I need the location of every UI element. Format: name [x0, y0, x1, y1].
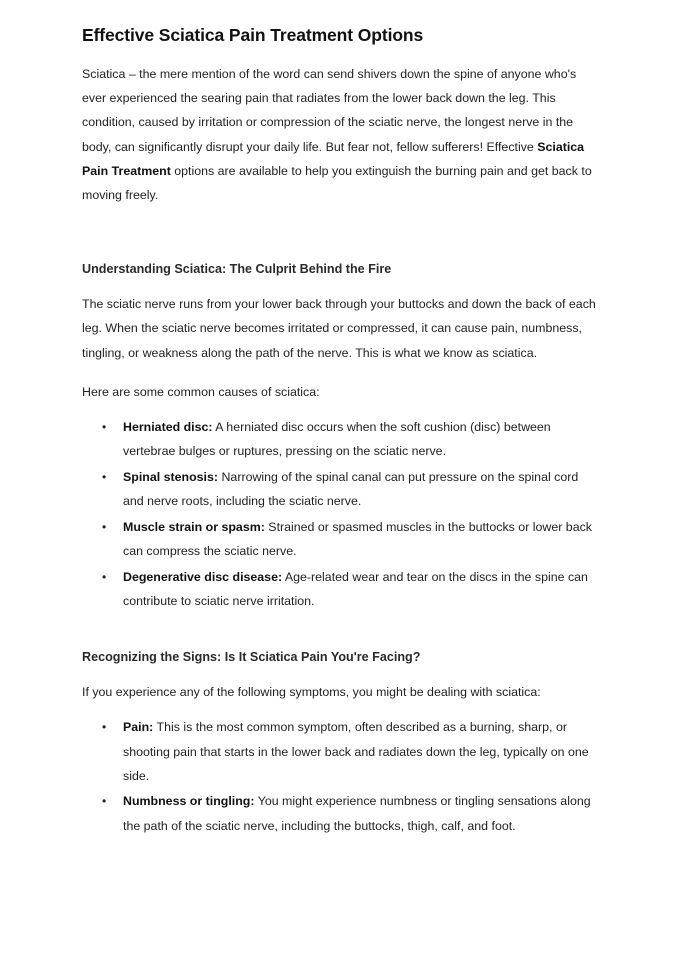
section-heading-understanding: Understanding Sciatica: The Culprit Behind the Fire — [82, 262, 392, 277]
document-page — [82, 22, 602, 839]
section-heading-signs: Recognizing the Signs: Is It Sciatica Pain You're Facing? — [82, 650, 421, 665]
list-item-desc: Narrowing of the spinal canal can put pressure on the spinal cord and nerve roots, including the sciatic nerve. — [123, 469, 579, 509]
list-item-term: Muscle strain or spasm: — [123, 519, 265, 534]
list-item — [82, 465, 602, 513]
symptoms-intro: If you experience any of the following symptoms, you might be dealing with sciatica: — [82, 685, 541, 700]
list-item-term: Herniated disc: — [123, 420, 213, 435]
list-item-desc: Age-related wear and tear on the discs in the spine can contribute to sciatic nerve irritation. — [123, 569, 588, 608]
list-item-term: Degenerative disc disease: — [123, 569, 283, 584]
causes-list — [82, 415, 602, 613]
intro-paragraph — [82, 62, 602, 207]
page-title: Effective Sciatica Pain Treatment Options — [82, 25, 424, 45]
list-item-term: Numbness or tingling: — [123, 794, 255, 809]
bullet-icon: • — [102, 420, 107, 435]
list-item-desc: A herniated disc occurs when the soft cushion (disc) between vertebrae bulges or ruptures, pressing on the sciatic nerve. — [123, 420, 551, 459]
list-item-term: Spinal stenosis: — [123, 469, 219, 484]
symptoms-list — [82, 715, 602, 838]
bullet-icon: • — [102, 469, 107, 484]
intro-text-before: Sciatica – the mere mention of the word can send shivers down the spine of anyone who's ever experienced the searing pain that radiates from the lower back down the leg. This condition, caused by irritation or compression of the sciatic nerve, the longest nerve in the body, can significantly disrupt your daily life. But fear not, fellow sufferers! Effective — [82, 67, 577, 154]
causes-intro: Here are some common causes of sciatica: — [82, 384, 320, 399]
list-item-desc: You might experience numbness or tingling sensations along the path of the sciatic nerve, including the buttocks, thigh, calf, and foot. — [123, 794, 591, 833]
list-item — [82, 715, 602, 788]
list-item — [82, 789, 602, 837]
list-item-desc: This is the most common symptom, often described as a burning, sharp, or shooting pain that starts in the lower back and radiates down the leg, typically on one side. — [123, 720, 589, 783]
intro-bold-phrase: Sciatica Pain Treatment — [82, 139, 585, 178]
list-item — [82, 415, 602, 463]
bullet-icon: • — [102, 794, 107, 809]
understanding-paragraph: The sciatic nerve runs from your lower back through your buttocks and down the back of each leg. When the sciatic nerve becomes irritated or compressed, it can cause pain, numbness, tingling, or weakness along the path of the nerve. This is what we know as sciatica. — [82, 297, 596, 360]
bullet-icon: • — [102, 720, 107, 735]
list-item-desc: Strained or spasmed muscles in the buttocks or lower back can compress the sciatic nerve. — [123, 519, 592, 559]
bullet-icon: • — [102, 569, 107, 584]
intro-text-after: options are available to help you extinguish the burning pain and get back to moving freely. — [82, 163, 592, 203]
list-item — [82, 515, 602, 563]
list-item — [82, 565, 602, 613]
bullet-icon: • — [102, 519, 107, 534]
list-item-term: Pain: — [123, 720, 154, 735]
